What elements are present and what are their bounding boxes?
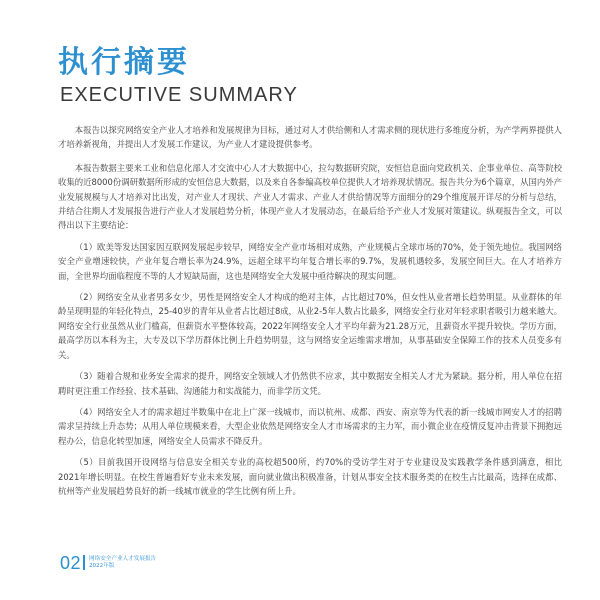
paragraph-conclusion-4: （4）网络安全人才的需求超过半数集中在北上广深一线城市，而以杭州、成都、西安、南京等为代表的新一线城市网安人才的招聘需求呈持续上升态势；从用人单位规模来看，大型企业依然是网络安全人才市场需求的主力军，而小微企业在疫情反复冲击背景下拥抱远程办公，信息化转型加速，网络安全人员需求不降反升。 (58, 406, 562, 446)
footer-edition: 2022年版 (89, 563, 115, 569)
summary-body (58, 123, 562, 498)
paragraph-conclusion-5: （5）目前我国开设网络与信息安全相关专业的高校超500所，约70%的受访学生对于专业建设及实践教学条件感到满意，相比2021年增长明显。在校生普遍看好专业未来发展，面向就业做出积极准备，计划从事安全技术服务类的在校生占比最高，选择在成都、杭州等产业发展趋势良好的新一线城市就业的学生比例有所上升。 (58, 457, 562, 496)
page-footer (60, 553, 220, 573)
footer-report-title: 网络安全产业人才发展报告 (89, 556, 157, 562)
page-number: 02 (60, 553, 82, 573)
paragraph-intro: 本报告以探究网络安全产业人才培养和发展规律为目标，通过对人才供给侧和人才需求侧的现状进行多维度分析，为产学两界提供人才培养新视角，并提出人才发展工作建议，为产业人才建设提供参考。 (58, 125, 562, 150)
paragraph-conclusion-1: （1）欧美等发达国家因互联网发展起步较早，网络安全产业市场相对成熟，产业规模占全球市场的70%，处于领先地位。我国网络安全产业增速较快，产业年复合增长率为24.9%，远超全球平均年复合增长率的9.7%，发展机遇较多，发展空间巨大。在人才培养方面，全世界均面临程度不等的人才短缺局面，这也是网络安全大发展中亟待解决的现实问题。 (58, 241, 562, 281)
paragraph-conclusion-3: （3）随着合规和业务安全需求的提升，网络安全领域人才仍然供不应求，其中数据安全相关人才尤为紧缺。据分析，用人单位在招聘时更注重工作经验、技术基础、沟通能力和实战能力，而非学历文凭。 (58, 371, 562, 396)
paragraph-data-sources: 本报告数据主要来工业和信息化部人才交流中心人才大数据中心，拉勾数据研究院，安恒信息面向党政机关、企事业单位、高等院校收集的近8000份调研数据所形成的安恒信息大数据，以及来自各参编高校单位提供人才培养现状情况。报告共分为6个篇章，从国内外产业发展规模与人才培养对比出发，对产业人才现状、产业人才需求、产业人才供给情况等方面细分的29个维度展开详尽的分析与总结，并结合往期人才发展报告进行产业人才发展趋势分析，体现产业人才发展动态，在最后给予产业人才发展对策建议。纵观报告全文，可以得出以下主要结论： (58, 162, 563, 231)
paragraph-conclusion-2: （2）网络安全从业者男多女少，男性是网络安全人才构成的绝对主体，占比超过70%，但女性从业者增长趋势明显。从业群体的年龄呈现明显的年轻化特点，25-40岁的青年从业者占比超过8成，从业2-5年人数占比最多，网络安全行业对年轻求职者吸引力越来越大。网络安全行业虽然从业门槛高，但薪资水平整体较高，2022年网络安全人才平均年薪为21.28万元，且薪资水平提升较快。学历方面，最高学历以本科为主，大专及以下学历群体比例上升趋势明显，这与网络安全运维需求增加，从事基础安全保障工作的技术人员变多有关。 (58, 292, 562, 360)
page-title: 执行摘要 (58, 45, 190, 80)
page-subtitle: EXECUTIVE SUMMARY (60, 84, 298, 106)
footer-divider (83, 555, 85, 570)
